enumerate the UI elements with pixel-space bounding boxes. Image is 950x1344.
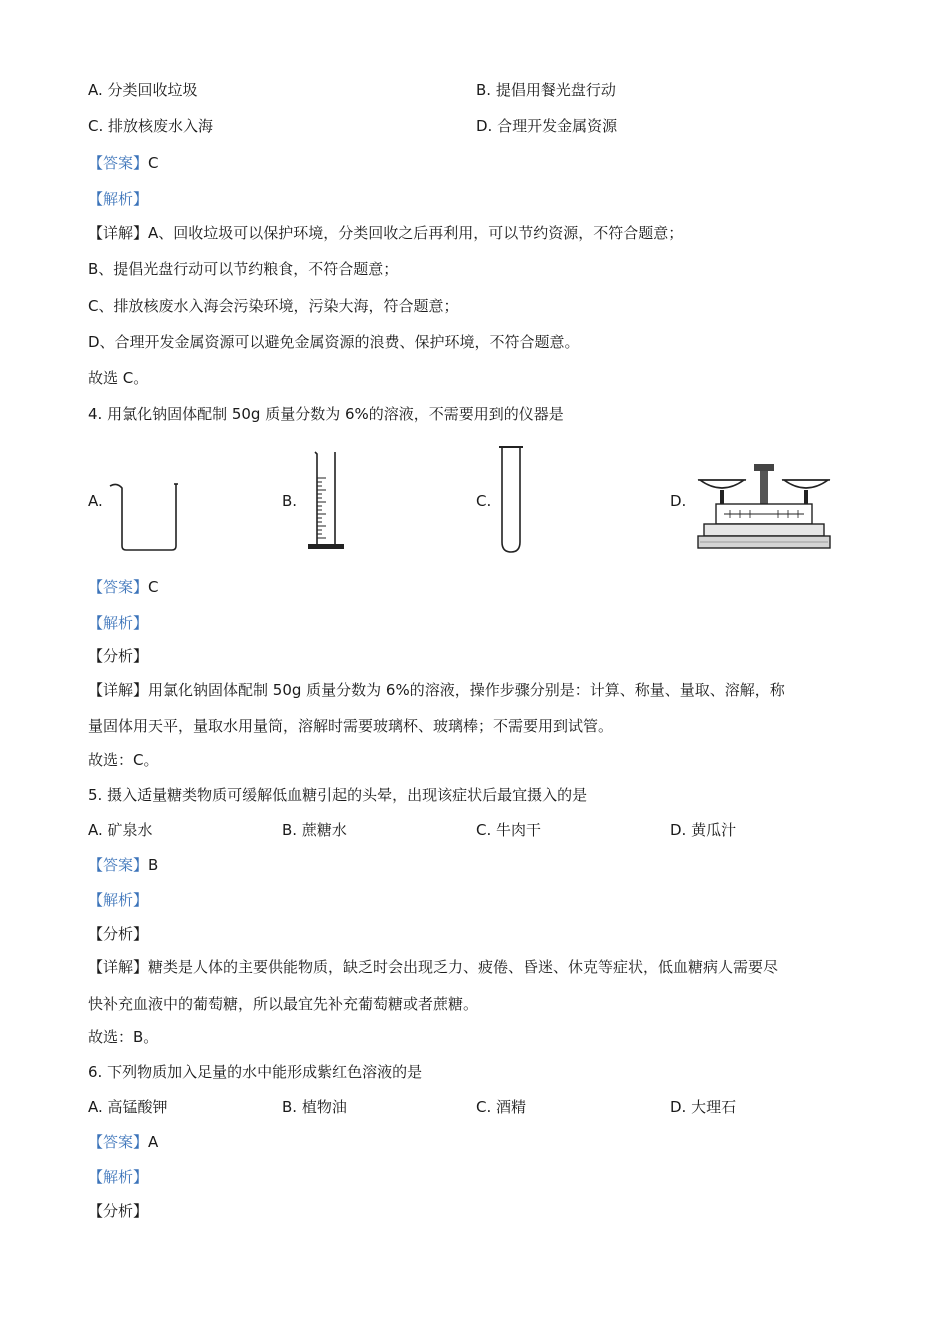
q6-answer: [88, 1132, 158, 1152]
q3-option-a: A. 分类回收垃圾: [88, 81, 198, 99]
q5-option-c: C. 牛肉干: [476, 821, 542, 839]
answer-tag: 【答案】: [88, 1133, 149, 1151]
q4-fenxi-tag: 【分析】: [88, 647, 149, 665]
q5-detail-line: [88, 957, 778, 977]
q6-question: 6. 下列物质加入足量的水中能形成紫红色溶液的是: [88, 1063, 423, 1081]
q3-option-c: C. 排放核废水入海: [88, 117, 214, 135]
answer-tag: 【答案】: [88, 856, 149, 874]
q4-conclusion: 故选：C。: [88, 751, 159, 769]
q5-conclusion: 故选：B。: [88, 1028, 159, 1046]
q5-detail-line-2: 快补充血液中的葡萄糖，所以最宜先补充葡萄糖或者蔗糖。: [88, 995, 479, 1013]
test-tube-icon: [496, 444, 526, 556]
q4-detail-line-2: 量固体用天平，量取水用量筒，溶解时需要玻璃杯、玻璃棒；不需要用到试管。: [88, 717, 614, 735]
q3-option-b: B. 提倡用餐光盘行动: [476, 81, 616, 99]
q3-conclusion: 故选 C。: [88, 369, 149, 387]
detail-text: A、回收垃圾可以保护环境，分类回收之后再利用，可以节约资源，不符合题意；: [148, 224, 684, 242]
q5-option-b: B. 蔗糖水: [282, 821, 347, 839]
q3-answer: [88, 153, 159, 173]
q4-option-d-label: D.: [670, 492, 687, 510]
q4-option-c-label: C.: [476, 492, 492, 510]
q3-detail-line-d: D、合理开发金属资源可以避免金属资源的浪费、保护环境，不符合题意。: [88, 333, 580, 351]
q6-analysis-tag: 【解析】: [88, 1168, 149, 1186]
q5-analysis-tag: 【解析】: [88, 891, 149, 909]
q4-answer: [88, 577, 159, 597]
detail-text: 糖类是人体的主要供能物质，缺乏时会出现乏力、疲倦、昏迷、休克等症状，低血糖病人需要尽: [148, 958, 779, 976]
q4-analysis-tag: 【解析】: [88, 614, 149, 632]
q5-answer: [88, 855, 158, 875]
q4-option-b-label: B.: [282, 492, 298, 510]
q3-option-d: D. 合理开发金属资源: [476, 117, 618, 135]
detail-tag: 【详解】: [88, 681, 149, 699]
q5-option-a: A. 矿泉水: [88, 821, 153, 839]
q6-fenxi-tag: 【分析】: [88, 1202, 149, 1220]
graduated-cylinder-icon: [304, 448, 348, 554]
q6-option-b: B. 植物油: [282, 1098, 347, 1116]
q5-question: 5. 摄入适量糖类物质可缓解低血糖引起的头晕，出现该症状后最宜摄入的是: [88, 786, 588, 804]
q3-detail-line: [88, 223, 683, 243]
answer-value: C: [148, 578, 159, 596]
detail-tag: 【详解】: [88, 224, 149, 242]
q4-option-a-label: A.: [88, 492, 103, 510]
answer-value: C: [148, 154, 159, 172]
answer-tag: 【答案】: [88, 154, 149, 172]
balance-scale-icon: [694, 460, 834, 554]
q5-option-d: D. 黄瓜汁: [670, 821, 737, 839]
answer-value: B: [148, 856, 159, 874]
answer-tag: 【答案】: [88, 578, 149, 596]
q6-option-c: C. 酒精: [476, 1098, 527, 1116]
detail-text: 用氯化钠固体配制 50g 质量分数为 6%的溶液，操作步骤分别是：计算、称量、量取、溶解，称: [148, 681, 785, 699]
q5-fenxi-tag: 【分析】: [88, 925, 149, 943]
q6-option-d: D. 大理石: [670, 1098, 737, 1116]
q4-detail-line: [88, 680, 785, 700]
q3-analysis-tag: 【解析】: [88, 190, 149, 208]
answer-value: A: [148, 1133, 159, 1151]
detail-tag: 【详解】: [88, 958, 149, 976]
q3-detail-line-b: B、提倡光盘行动可以节约粮食，不符合题意；: [88, 260, 399, 278]
beaker-icon: [108, 478, 182, 554]
q6-option-a: A. 高锰酸钾: [88, 1098, 168, 1116]
q4-question: 4. 用氯化钠固体配制 50g 质量分数为 6%的溶液，不需要用到的仪器是: [88, 405, 564, 423]
q3-detail-line-c: C、排放核废水入海会污染环境，污染大海，符合题意；: [88, 297, 459, 315]
